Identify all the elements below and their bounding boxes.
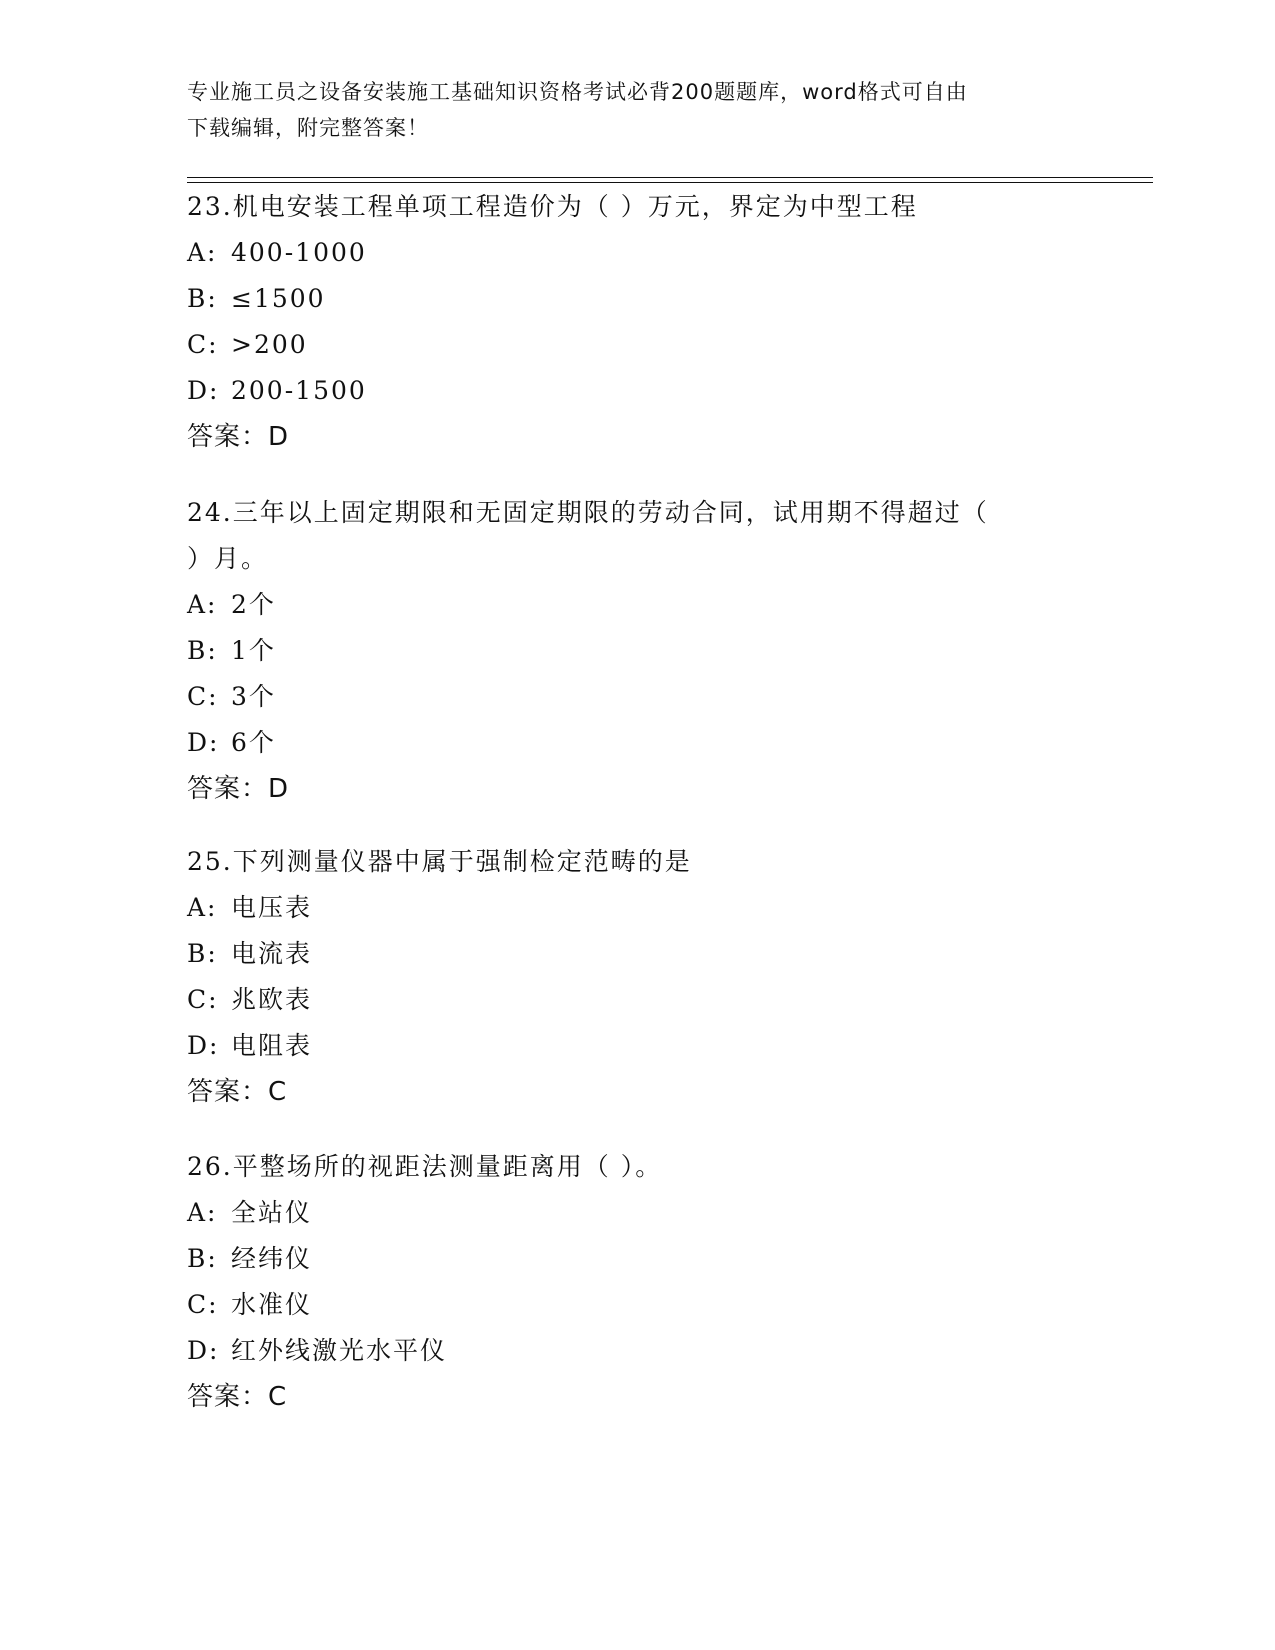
- header-line-1: 专业施工员之设备安装施工基础知识资格考试必背200题题库，word格式可自由: [187, 80, 968, 104]
- option-value: 全站仪: [231, 1198, 313, 1227]
- option-value: 电压表: [231, 893, 313, 922]
- option-letter: D:: [187, 1031, 220, 1060]
- option-letter: B:: [187, 636, 218, 665]
- option-b: [187, 276, 1087, 322]
- question-text-line-2: ）月。: [187, 544, 269, 573]
- option-c: [187, 977, 1087, 1023]
- option-a: [187, 230, 1087, 276]
- question-23: [187, 184, 1087, 460]
- option-value: 400-1000: [231, 238, 367, 267]
- question-text: 26.平整场所的视距法测量距离用（ ）。: [187, 1152, 663, 1181]
- option-a: [187, 885, 1087, 931]
- answer: 答案：C: [187, 1077, 288, 1107]
- option-a: [187, 582, 1087, 628]
- option-value: 电阻表: [231, 1031, 313, 1060]
- option-letter: A:: [187, 1198, 218, 1227]
- answer: 答案：D: [187, 422, 290, 452]
- question-text: 23.机电安装工程单项工程造价为（ ）万元，界定为中型工程: [187, 192, 918, 221]
- option-letter: A:: [187, 238, 218, 267]
- option-letter: A:: [187, 893, 218, 922]
- option-letter: A:: [187, 590, 218, 619]
- question-text: 25.下列测量仪器中属于强制检定范畴的是: [187, 847, 692, 876]
- option-letter: D:: [187, 376, 220, 405]
- option-d: [187, 1023, 1087, 1069]
- option-letter: B:: [187, 939, 218, 968]
- option-value: >200: [231, 330, 308, 359]
- option-d: [187, 368, 1087, 414]
- option-letter: C:: [187, 682, 219, 711]
- answer: 答案：C: [187, 1382, 288, 1412]
- question-25: [187, 839, 1087, 1115]
- option-d: [187, 720, 1087, 766]
- option-value: 2个: [231, 590, 276, 619]
- document-header: [187, 74, 1067, 146]
- option-value: 水准仪: [231, 1290, 313, 1319]
- question-text-line-1: 24.三年以上固定期限和无固定期限的劳动合同，试用期不得超过（: [187, 498, 989, 527]
- option-value: 电流表: [231, 939, 313, 968]
- option-value: 1个: [231, 636, 276, 665]
- option-letter: C:: [187, 1290, 219, 1319]
- option-value: 红外线激光水平仪: [231, 1336, 448, 1365]
- option-letter: D:: [187, 1336, 220, 1365]
- option-c: [187, 674, 1087, 720]
- option-c: [187, 1282, 1087, 1328]
- answer: 答案：D: [187, 774, 290, 804]
- option-a: [187, 1190, 1087, 1236]
- question-26: [187, 1144, 1087, 1420]
- option-letter: D:: [187, 728, 220, 757]
- option-value: 兆欧表: [231, 985, 313, 1014]
- option-letter: B:: [187, 1244, 218, 1273]
- option-value: 200-1500: [231, 376, 367, 405]
- option-value: 3个: [231, 682, 276, 711]
- option-b: [187, 1236, 1087, 1282]
- option-b: [187, 931, 1087, 977]
- option-letter: C:: [187, 330, 219, 359]
- option-d: [187, 1328, 1087, 1374]
- option-b: [187, 628, 1087, 674]
- option-value: 经纬仪: [231, 1244, 313, 1273]
- option-value: ≤1500: [231, 284, 326, 313]
- header-divider-bottom: [187, 182, 1153, 183]
- header-divider-top: [187, 177, 1153, 178]
- option-c: [187, 322, 1087, 368]
- header-line-2: 下载编辑，附完整答案！: [187, 116, 429, 140]
- option-letter: C:: [187, 985, 219, 1014]
- option-letter: B:: [187, 284, 218, 313]
- option-value: 6个: [231, 728, 276, 757]
- question-24: [187, 490, 1087, 812]
